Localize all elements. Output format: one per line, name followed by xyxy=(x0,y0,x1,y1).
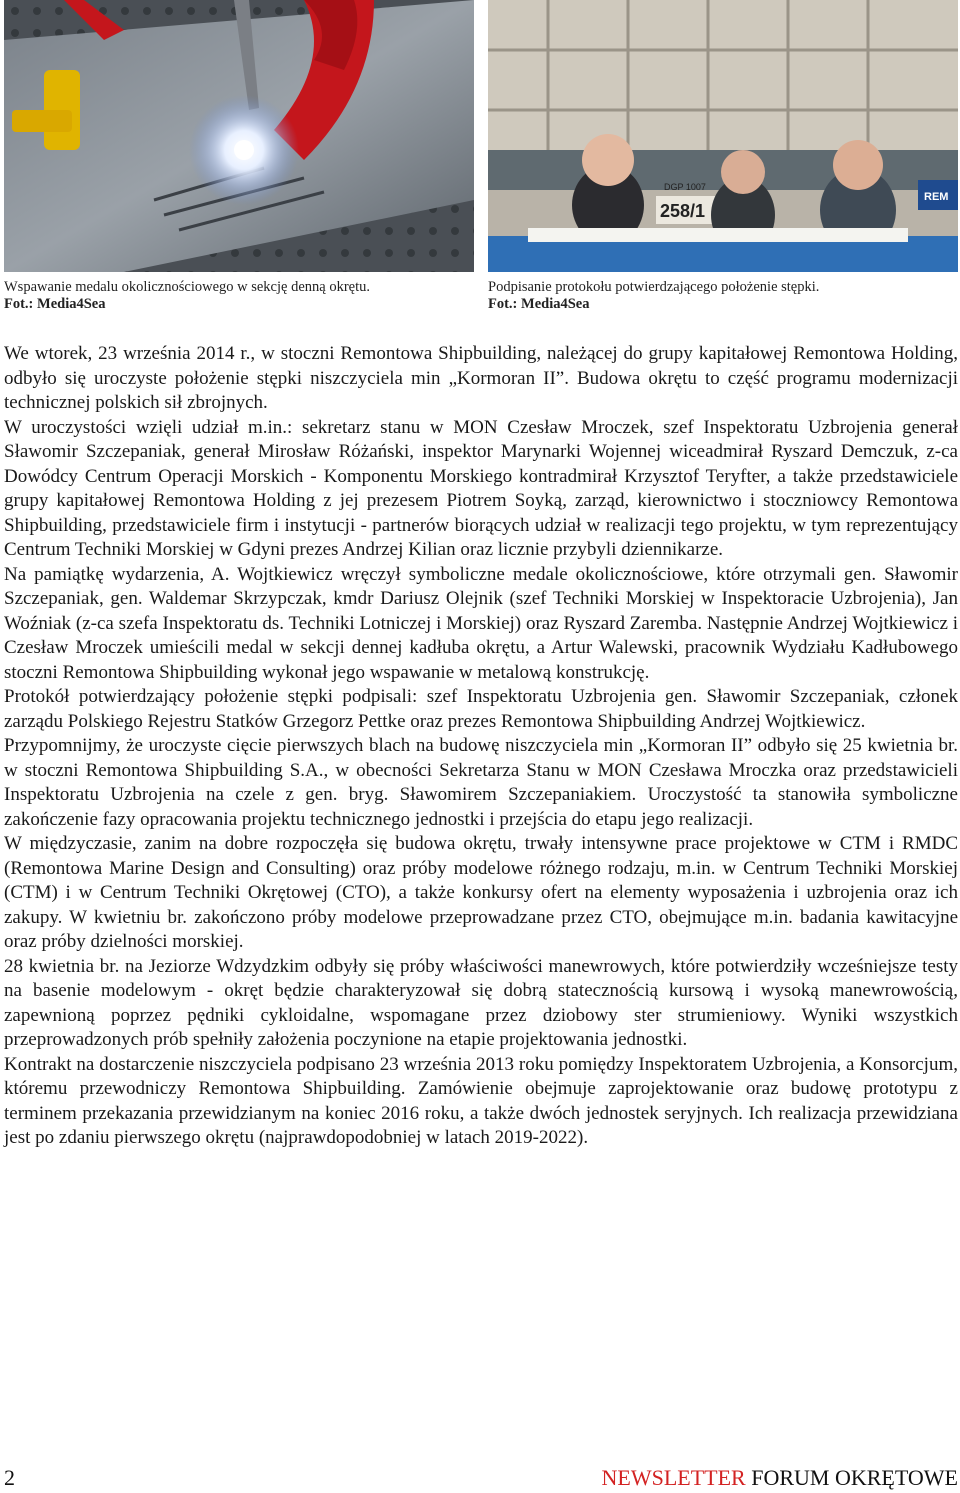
page-number: 2 xyxy=(4,1465,15,1490)
article-paragraph: W międzyczasie, zanim na dobre rozpoczęła się budowa okrętu, trwały intensywne prace projektowe w CTM i RMDC (Remontowa Marine Design and Consulting) oraz próby modelowe różnego rodzaju, m.in. w Centrum Techniki Morskiej (CTM) i w Centrum Techniki Okrętowej (CTO), a także konkursy ofert na elementy wyposażenia i uzbrojenia oraz ich zakupy. W kwietniu br. zakończono próby modelowe przeprowadzane przez CTO, obejmujące m.in. badania kawitacyjne oraz próby dzielności morskiej. xyxy=(4,833,958,952)
welding-photo-illustration xyxy=(4,0,474,272)
photo-credit: Fot.: Media4Sea xyxy=(4,296,106,312)
article-paragraph: Protokół potwierdzający położenie stępki podpisali: szef Inspektoratu Uzbrojenia gen. Sławomir Szczepaniak, członek zarządu Polskiego Rejestru Statków Grzegorz Pettke oraz prezes Remontowa Shipbuilding Andrzej Wojtkiewicz. xyxy=(4,686,958,732)
photo-caption-left xyxy=(4,279,464,313)
banner-logo-text: REM xyxy=(924,191,949,203)
ship-section-sign: 258/1 xyxy=(660,201,706,221)
photo-credit: Fot.: Media4Sea xyxy=(488,296,590,312)
article-paragraph: Kontrakt na dostarczenie niszczyciela podpisano 23 września 2013 roku pomiędzy Inspektoratem Uzbrojenia, a Konsorcjum, któremu przewodniczy Remontowa Shipbuilding. Zamówienie obejmuje zaprojektowanie oraz budowę prototypu z terminem przekazania przewidzianym na koniec 2016 roku, a także dwóch jednostek seryjnych. Ich realizacja przewidziana jest po zdaniu pierwszego okrętu (najprawdopodobniej w latach 2019-2022). xyxy=(4,1053,958,1148)
page-footer xyxy=(4,1466,958,1490)
article-paragraph: We wtorek, 23 września 2014 r., w stoczni Remontowa Shipbuilding, należącej do grupy kapitałowej Remontowa Holding, odbyło się uroczyste położenie stępki niszczyciela min „Kormoran II”. Budowa okrętu to część programu modernizacji technicznej polskich sił zbrojnych. xyxy=(4,343,958,413)
brand-sub-text: FORUM OKRĘTOWE xyxy=(751,1465,958,1490)
article-paragraph: Przypomnijmy, że uroczyste cięcie pierwszych blach na budowę niszczyciela min „Kormoran II” odbyło się 25 kwietnia br. w stoczni Remontowa Shipbuilding S.A., w obecności Sekretarza Stanu w MON Czesława Mroczka oraz przedstawicieli Inspektoratu Uzbrojenia na czele z gen. bryg. Sławomirem Szczepaniakiem. Uroczystość ta stanowiła symboliczne zakończenie fazy opracowania projektu technicznego jednostki i przejścia do etapu jego realizacji. xyxy=(4,735,958,830)
ship-section-label: DGP 1007 xyxy=(664,182,706,192)
welding-photo xyxy=(4,0,474,272)
signing-photo-illustration xyxy=(488,0,958,272)
caption-text: Podpisanie protokołu potwierdzającego położenie stępki. xyxy=(488,279,820,295)
article-paragraph: W uroczystości wzięli udział m.in.: sekretarz stanu w MON Czesław Mroczek, szef Inspektoratu Uzbrojenia generał Sławomir Szczepaniak, generał Mirosław Różański, inspektor Marynarki Wojennej wiceadmirał Ryszard Demczuk, z-ca Dowódcy Centrum Operacji Morskich - Komponentu Morskiego kontradmirał Krzysztof Teryfter, a także przedstawiciele grupy kapitałowej Remontowa Holding z jej prezesem Piotrem Soyką, zarząd, kierownictwo i stoczniowcy Remontowa Shipbuilding, przedstawiciele firm i instytucji - partnerów biorących udział w realizacji tego projektu, w tym reprezentujący Centrum Techniki Morskiej w Gdyni prezes Andrzej Kilian oraz licznie przybyli dziennikarze. xyxy=(4,416,958,560)
photo-caption-right xyxy=(488,279,948,313)
photo-strip xyxy=(4,0,958,272)
article-body xyxy=(4,342,958,1151)
brand-main-text: NEWSLETTER xyxy=(601,1465,746,1490)
signing-photo xyxy=(488,0,958,272)
article-paragraph: 28 kwietnia br. na Jeziorze Wdzydzkim odbyły się próby właściwości manewrowych, które potwierdziły wcześniejsze testy na basenie modelowym - okręt będzie charakteryzował się dobrą statecznością kursową i wysoką manewrowością, zapewnioną poprzez pędniki cykloidalne, wspomagane przez dziobowy ster strumieniowy. Wyniki wszystkich przeprowadzonych prób spełniły założenia poczynione na etapie projektowania jednostki. xyxy=(4,955,958,1050)
article-paragraph: Na pamiątkę wydarzenia, A. Wojtkiewicz wręczył symboliczne medale okolicznościowe, które otrzymali gen. Sławomir Szczepaniak, gen. Waldemar Skrzypczak, kmdr Dariusz Olejnik (szef Techniki Morskiej w Inspektoracie Uzbrojenia), Jan Woźniak (z-ca szefa Inspektoratu ds. Techniki Lotniczej i Morskiej) oraz Ryszard Zaremba. Następnie Andrzej Wojtkiewicz i Czesław Mroczek umieścili medal w sekcji dennej kadłuba okrętu, a Artur Walewski, pracownik Wydziału Kadłubowego stoczni Remontowa Shipbuilding wykonał jego wspawanie w metalową konstrukcję. xyxy=(4,563,958,683)
caption-text: Wspawanie medalu okolicznościowego w sekcję denną okrętu. xyxy=(4,279,370,295)
newsletter-brand xyxy=(602,1466,958,1490)
